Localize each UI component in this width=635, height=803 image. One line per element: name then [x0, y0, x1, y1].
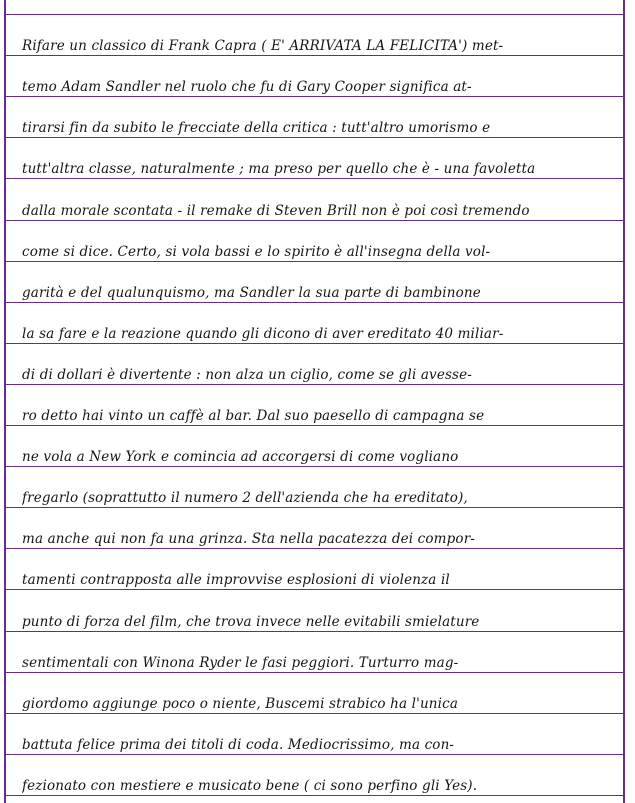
handwritten-line: ma anche qui non fa una grinza. Sta nella pacatezza dei compor-: [22, 531, 476, 547]
ruled-line: [6, 14, 623, 15]
handwritten-line: sentimentali con Winona Ryder le fasi peggiori. Turturro mag-: [22, 655, 459, 671]
handwritten-line: tutt'altra classe, naturalmente ; ma preso per quello che è - una favoletta: [22, 161, 536, 177]
handwritten-line: ne vola a New York e comincia ad accorgersi di come vogliano: [22, 449, 459, 465]
handwritten-line: tamenti contrapposta alle improvvise esplosioni di violenza il: [22, 572, 450, 588]
handwritten-line: la sa fare e la reazione quando gli dicono di aver ereditato 40 miliar-: [22, 326, 504, 342]
handwritten-line: temo Adam Sandler nel ruolo che fu di Gary Cooper significa at-: [22, 79, 472, 95]
handwritten-line: battuta felice prima dei titoli di coda. Mediocrissimo, ma con-: [22, 737, 455, 753]
handwritten-line: Rifare un classico di Frank Capra ( E' ARRIVATA LA FELICITA') met-: [22, 38, 504, 54]
handwritten-line: come si dice. Certo, si vola bassi e lo spirito è all'insegna della vol-: [22, 244, 491, 260]
handwritten-line: fregarlo (soprattutto il numero 2 dell'azienda che ha ereditato),: [22, 490, 468, 506]
handwritten-line: dalla morale scontata - il remake di Steven Brill non è poi così tremendo: [22, 203, 530, 219]
handwritten-line: ro detto hai vinto un caffè al bar. Dal suo paesello di campagna se: [22, 408, 485, 424]
handwritten-line: punto di forza del film, che trova invece nelle evitabili smielature: [22, 614, 480, 630]
handwritten-line: giordomo aggiunge poco o niente, Buscemi strabico ha l'unica: [22, 696, 459, 712]
left-margin-line: [4, 0, 6, 803]
handwritten-line: fezionato con mestiere e musicato bene ( ci sono perfino gli Yes).: [22, 778, 478, 794]
handwritten-line: tirarsi fin da subito le frecciate della critica : tutt'altro umorismo e: [22, 120, 491, 136]
handwritten-line: garità e del qualunquismo, ma Sandler la sua parte di bambinone: [22, 285, 481, 301]
handwritten-line: di di dollari è divertente : non alza un ciglio, come se gli avesse-: [22, 367, 472, 383]
